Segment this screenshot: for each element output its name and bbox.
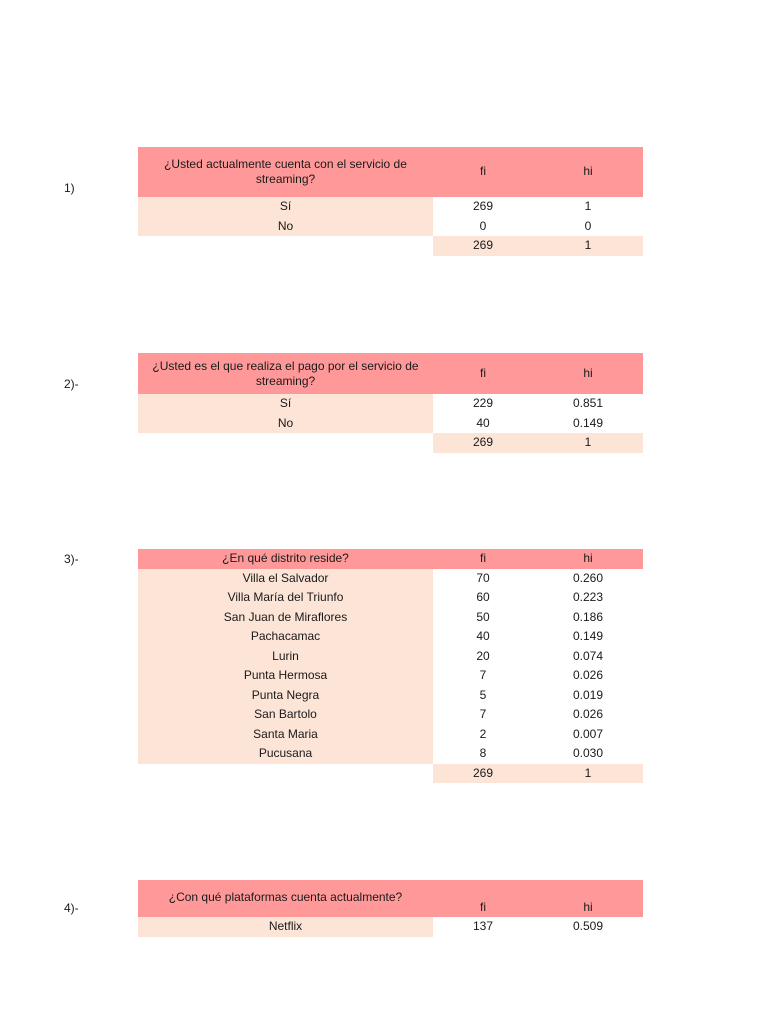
column-header-fi: fi — [480, 899, 486, 914]
row-label: No — [138, 217, 433, 237]
row-label: Punta Negra — [138, 686, 433, 706]
total-row — [138, 236, 643, 256]
column-header-hi: hi — [583, 365, 593, 380]
row-fi: 70 — [476, 570, 490, 585]
total-row — [138, 433, 643, 453]
row-fi: 269 — [472, 199, 494, 213]
row-label: San Bartolo — [138, 705, 433, 725]
table-row — [138, 705, 643, 725]
row-fi: 7 — [479, 707, 487, 721]
table-row — [138, 394, 643, 414]
row-fi: 60 — [476, 590, 490, 604]
total-hi: 1 — [533, 236, 643, 256]
table-row — [138, 569, 643, 589]
row-label: Sí — [138, 197, 433, 217]
row-hi: 0.223 — [572, 590, 604, 604]
question-number: 2)- — [64, 377, 79, 391]
row-label: Pachacamac — [138, 627, 433, 647]
row-fi: 137 — [472, 919, 494, 933]
column-header-fi: fi — [480, 164, 486, 179]
table-row — [138, 197, 643, 217]
question-text: ¿En qué distrito reside? — [222, 551, 349, 566]
row-hi: 0.026 — [572, 668, 604, 682]
column-header-fi: fi — [480, 551, 486, 565]
row-fi: 0 — [479, 218, 487, 233]
row-hi: 1 — [584, 199, 592, 213]
row-label: Villa el Salvador — [138, 569, 433, 589]
row-label: San Juan de Miraflores — [138, 608, 433, 628]
question-number: 3)- — [64, 552, 79, 566]
column-header-hi: hi — [583, 164, 593, 179]
row-label: No — [138, 414, 433, 434]
row-hi: 0.026 — [572, 707, 604, 721]
total-fi: 269 — [433, 764, 533, 784]
table-question-4 — [138, 880, 643, 937]
total-label-empty — [138, 236, 433, 256]
question-number: 1) — [64, 181, 75, 195]
row-label: Villa María del Triunfo — [138, 588, 433, 608]
table-row — [138, 744, 643, 764]
question-text: ¿Usted actualmente cuenta con el servicio de streaming? — [164, 157, 407, 186]
table-row — [138, 917, 643, 937]
table-row — [138, 588, 643, 608]
table-header — [138, 353, 643, 394]
row-fi: 2 — [479, 726, 487, 741]
total-hi: 1 — [533, 433, 643, 453]
table-row — [138, 686, 643, 706]
total-fi: 269 — [433, 236, 533, 256]
row-fi: 7 — [479, 668, 487, 682]
row-hi: 0.149 — [572, 629, 604, 643]
table-header — [138, 147, 643, 197]
table-row — [138, 627, 643, 647]
table-row — [138, 217, 643, 237]
question-text: ¿Usted es el que realiza el pago por el servicio de streaming? — [152, 358, 419, 388]
total-row — [138, 764, 643, 784]
row-label: Lurin — [138, 647, 433, 667]
column-header-fi: fi — [480, 365, 486, 380]
row-fi: 20 — [476, 648, 490, 663]
row-hi: 0.851 — [572, 396, 604, 410]
row-hi: 0.074 — [572, 648, 604, 663]
table-row — [138, 725, 643, 745]
question-text: ¿Con qué plataformas cuenta actualmente? — [168, 890, 403, 904]
row-hi: 0.019 — [572, 687, 604, 702]
table-header — [138, 549, 643, 569]
column-header-hi: hi — [583, 899, 593, 914]
table-question-3 — [138, 549, 643, 783]
row-hi: 0 — [584, 218, 592, 233]
row-label: Pucusana — [138, 744, 433, 764]
table-row — [138, 414, 643, 434]
table-question-1 — [138, 147, 643, 256]
row-fi: 50 — [476, 609, 490, 624]
row-hi: 0.509 — [572, 919, 604, 933]
row-fi: 8 — [479, 746, 487, 760]
total-label-empty — [138, 433, 433, 453]
table-header — [138, 880, 643, 917]
row-fi: 229 — [472, 396, 494, 410]
row-fi: 5 — [479, 687, 487, 702]
row-hi: 0.007 — [572, 726, 604, 741]
table-question-2 — [138, 353, 643, 453]
column-header-hi: hi — [583, 551, 593, 565]
question-number: 4)- — [64, 901, 79, 915]
row-label: Santa Maria — [138, 725, 433, 745]
row-hi: 0.260 — [572, 570, 604, 585]
table-row — [138, 647, 643, 667]
total-fi: 269 — [433, 433, 533, 453]
table-row — [138, 608, 643, 628]
row-hi: 0.186 — [572, 609, 604, 624]
total-hi: 1 — [533, 764, 643, 784]
row-label: Punta Hermosa — [138, 666, 433, 686]
row-hi: 0.149 — [572, 415, 604, 430]
row-hi: 0.030 — [572, 746, 604, 760]
row-label: Sí — [138, 394, 433, 414]
table-row — [138, 666, 643, 686]
row-fi: 40 — [476, 629, 490, 643]
row-label: Netflix — [138, 917, 433, 937]
total-label-empty — [138, 764, 433, 784]
row-fi: 40 — [476, 415, 490, 430]
